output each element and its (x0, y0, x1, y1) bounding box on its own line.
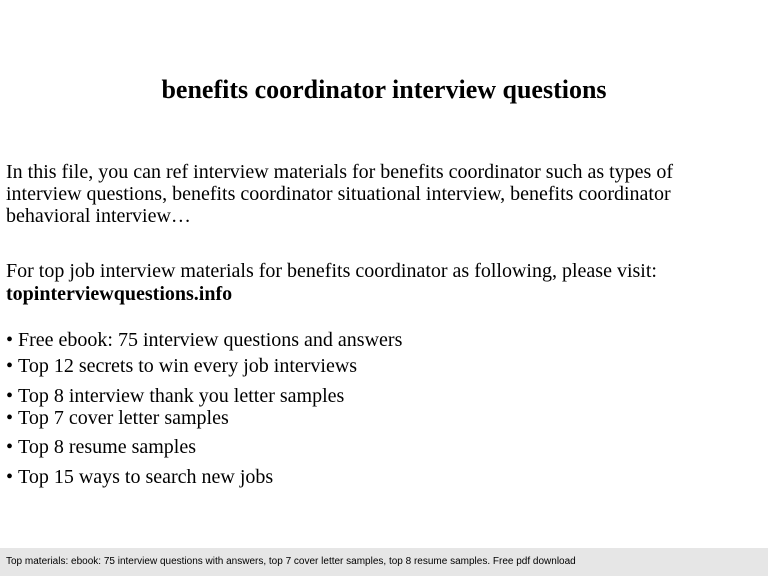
list-item-text: Top 8 interview thank you letter samples (18, 385, 345, 407)
list-item-text: Top 12 secrets to win every job interviews (18, 355, 358, 377)
bullet-icon: • (6, 329, 14, 351)
list-item-text: Top 7 cover letter samples (18, 407, 229, 429)
visit-text: For top job interview materials for benefits coordinator as following, please visit: (6, 260, 657, 282)
bullet-icon: • (6, 436, 14, 458)
list-item (6, 384, 344, 408)
list-item-text: Top 15 ways to search new jobs (18, 466, 274, 488)
bullet-icon: • (6, 385, 14, 407)
list-item (6, 328, 402, 352)
visit-paragraph (6, 260, 762, 306)
list-item (6, 354, 357, 378)
list-item (6, 465, 273, 489)
list-item-text: Top 8 resume samples (18, 436, 197, 458)
intro-line: In this file, you can ref interview materials for benefits coordinator such as types of (6, 161, 674, 183)
list-item (6, 406, 229, 430)
bullet-icon: • (6, 355, 14, 377)
footer-bar (0, 548, 768, 576)
list-item (6, 435, 196, 459)
slide-title: benefits coordinator interview questions (161, 75, 607, 104)
site-link[interactable]: topinterviewquestions.info (6, 283, 233, 305)
bullet-icon: • (6, 466, 14, 488)
intro-paragraph (6, 161, 762, 227)
list-item-text: Free ebook: 75 interview questions and answers (18, 329, 403, 351)
footer-text: Top materials: ebook: 75 interview questions with answers, top 7 cover letter samples, top 8 resume samples. Free pdf download (6, 556, 576, 567)
intro-line: interview questions, benefits coordinator situational interview, benefits coordinator (6, 183, 671, 205)
intro-line: behavioral interview… (6, 205, 191, 227)
bullet-icon: • (6, 407, 14, 429)
